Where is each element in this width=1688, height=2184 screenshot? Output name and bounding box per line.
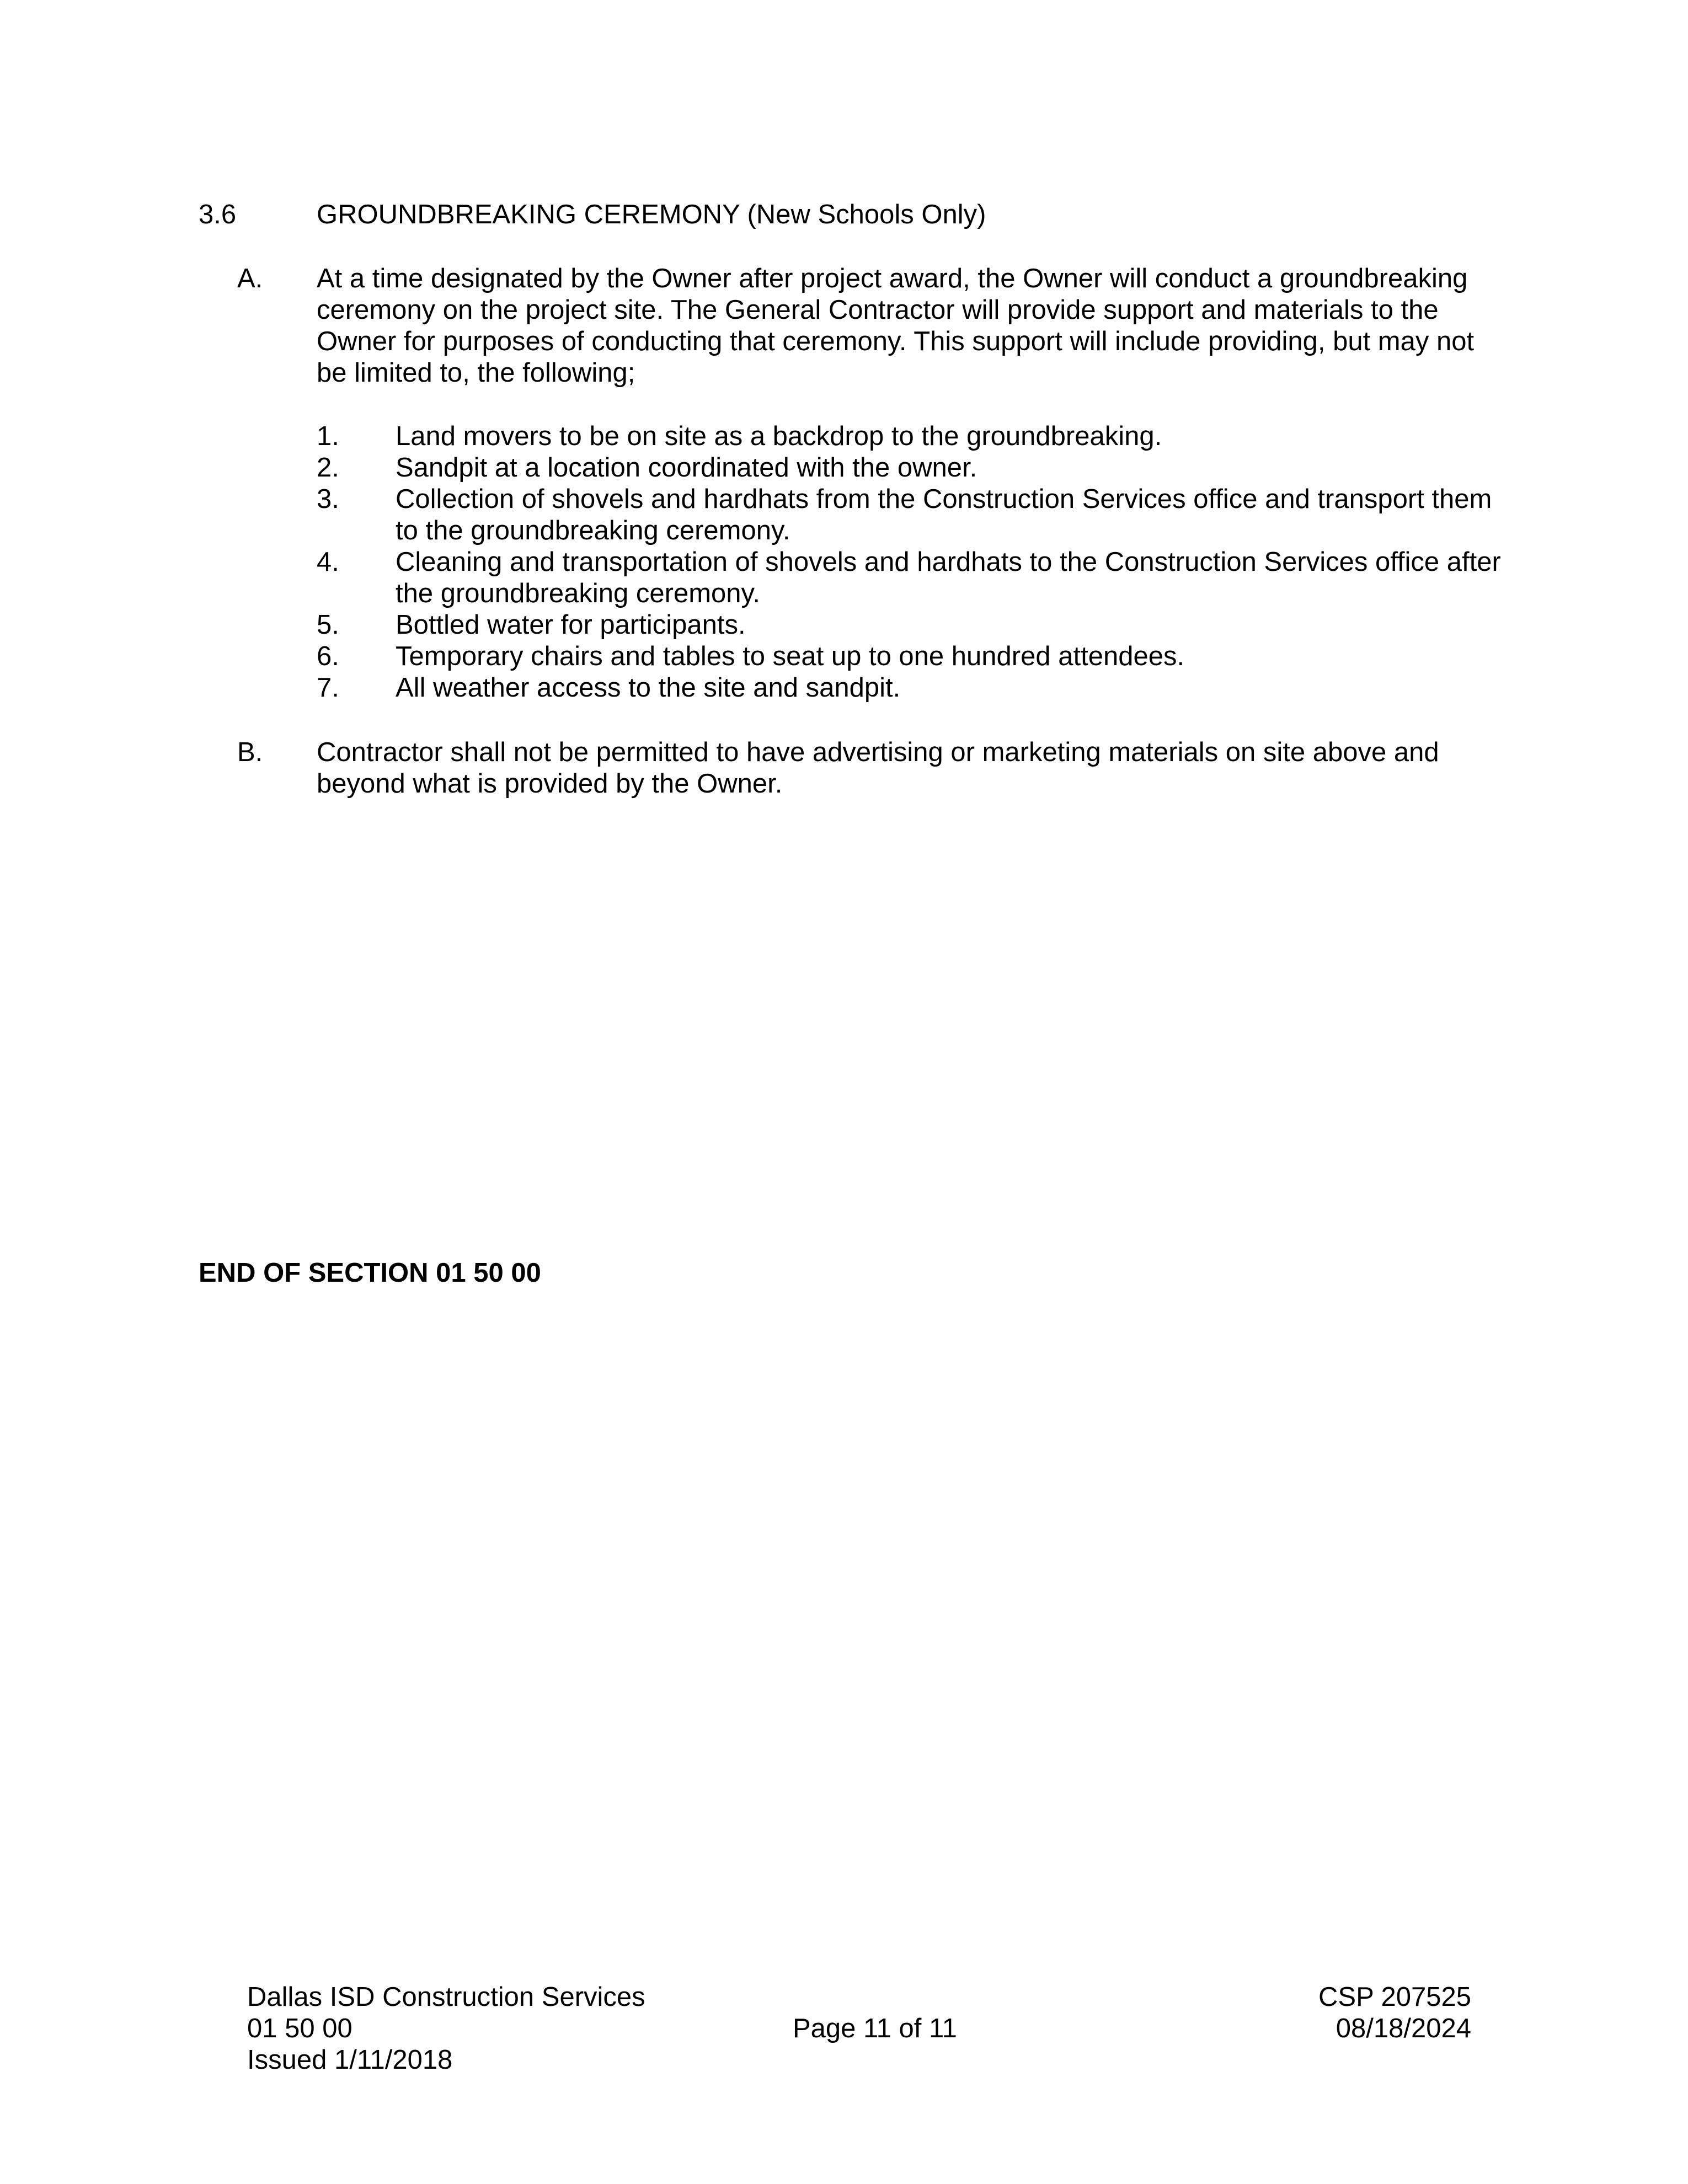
list-item	[317, 609, 1508, 641]
paragraph-a-text: At a time designated by the Owner after project award, the Owner will conduct a groundbreaking ceremony on the project site. The General Contractor will provide support and materials to the Owner for purposes of conducting that ceremony. This support will include providing, but may not be limited to, the following;	[317, 264, 1475, 388]
footer-org: Dallas ISD Construction Services	[247, 1982, 645, 2012]
footer-project: CSP 207525	[1318, 1982, 1471, 2012]
list-item-text: All weather access to the site and sandpit.	[396, 673, 901, 703]
list-item	[317, 484, 1508, 547]
section-number: 3.6	[199, 200, 237, 229]
paragraph-a-letter: A.	[237, 264, 263, 293]
footer-left	[247, 1982, 645, 2076]
support-items-list	[317, 421, 1508, 704]
footer-right	[1318, 1982, 1471, 2044]
list-item-text: Sandpit at a location coordinated with the owner.	[396, 453, 977, 483]
paragraph-b-text: Contractor shall not be permitted to have advertising or marketing materials on site above and beyond what is provided by the Owner.	[317, 737, 1439, 799]
list-item	[317, 452, 1508, 484]
list-item-text: Temporary chairs and tables to seat up to one hundred attendees.	[396, 641, 1185, 671]
list-item-text: Bottled water for participants.	[396, 610, 746, 640]
list-item	[317, 421, 1508, 452]
list-item-number: 7.	[317, 673, 339, 703]
list-item	[317, 641, 1508, 672]
list-item-number: 3.	[317, 484, 339, 514]
list-item	[317, 672, 1508, 704]
footer-issued: Issued 1/11/2018	[247, 2045, 453, 2075]
section-title: GROUNDBREAKING CEREMONY (New Schools Only)	[317, 200, 986, 229]
list-item-number: 5.	[317, 610, 339, 640]
list-item-number: 1.	[317, 421, 339, 451]
paragraph-b-letter: B.	[237, 737, 263, 767]
footer-section-code: 01 50 00	[247, 2014, 352, 2043]
list-item-text: Collection of shovels and hardhats from the Construction Services office and transport them to the groundbreaking ceremony.	[396, 484, 1492, 545]
list-item-number: 6.	[317, 641, 339, 671]
list-item-number: 4.	[317, 547, 339, 577]
footer-page-number: Page 11 of 11	[793, 2014, 957, 2043]
list-item	[317, 547, 1508, 609]
footer-date: 08/18/2024	[1336, 2014, 1471, 2043]
list-item-text: Cleaning and transportation of shovels and hardhats to the Construction Services office after the groundbreaking ceremony.	[396, 547, 1501, 608]
list-item-number: 2.	[317, 453, 339, 483]
list-item-text: Land movers to be on site as a backdrop to the groundbreaking.	[396, 421, 1162, 451]
end-of-section: END OF SECTION 01 50 00	[199, 1258, 541, 1288]
